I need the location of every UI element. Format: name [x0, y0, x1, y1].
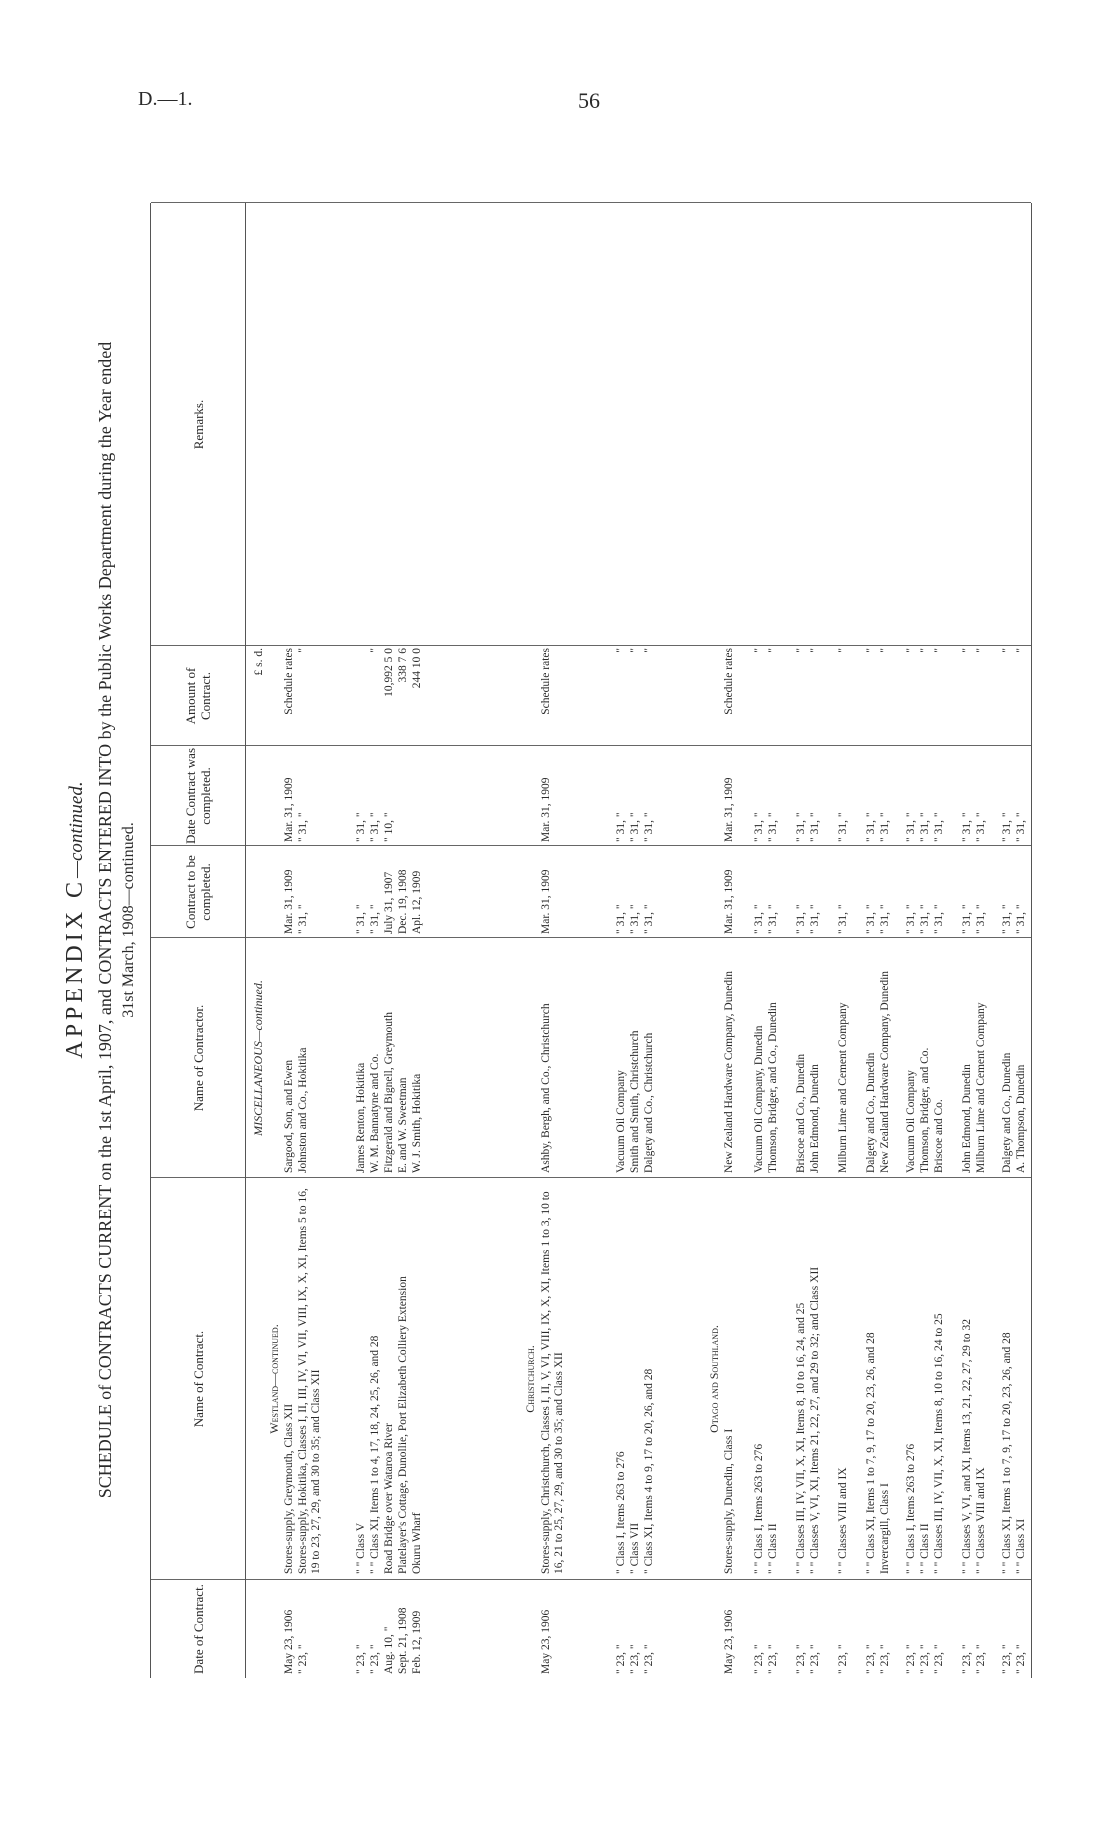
to-complete-cell: Apl. 12, 1909: [411, 870, 423, 934]
contractor-cell: Milburn Lime and Cement Company: [837, 1002, 849, 1173]
completed-cell: " 31, ": [919, 812, 931, 842]
date-cell: " 23, ": [933, 1644, 945, 1674]
to-complete-cell: " 31, ": [795, 904, 807, 934]
completed-cell: " 31, ": [1001, 812, 1013, 842]
amount-cell: ": [753, 648, 765, 653]
to-complete-cell: " 31, ": [919, 904, 931, 934]
contract-name-cell: Stores-supply, Christchurch, Classes I, II, V, VI, VIII, IX, X, XI, Items 1 to 3, 10 to 16, 21 to 25, 27, 29, and 30 to 35; and Class XII: [540, 1191, 565, 1574]
contracts-table: [150, 203, 1032, 1678]
completed-cell: " 31, ": [879, 812, 891, 842]
to-complete-cell: Mar. 31, 1909: [283, 869, 295, 934]
date-cell: May 23, 1906: [723, 1609, 735, 1674]
completed-cell: " 31, ": [355, 812, 367, 842]
date-cell: May 23, 1906: [540, 1609, 552, 1674]
column-header-amount: Amount of Contract.: [151, 646, 246, 746]
contractor-cell: Fitzgerald and Bignell, Greymouth: [383, 1012, 395, 1173]
contractor-cell: New Zealand Hardware Company, Dunedin: [879, 970, 891, 1173]
date-cell: " 23, ": [905, 1644, 917, 1674]
contractor-cell: John Edmond, Dunedin: [809, 1064, 821, 1173]
column-remarks: [151, 202, 1031, 646]
amount-cell: ": [643, 648, 655, 653]
to-complete-cell: " 31, ": [879, 904, 891, 934]
amount-cell: £ s. d.: [253, 648, 265, 676]
to-complete-cell: " 31, ": [1001, 904, 1013, 934]
completed-cell: " 31, ": [837, 812, 849, 842]
to-complete-cell: " 31, ": [643, 904, 655, 934]
completed-cell: " 31, ": [865, 812, 877, 842]
completed-cell: " 31, ": [615, 812, 627, 842]
column-header-remarks: Remarks.: [151, 203, 246, 646]
date-cell: " 23, ": [355, 1644, 367, 1674]
completed-cell: " 31, ": [975, 812, 987, 842]
contractor-cell: Milburn Lime and Cement Company: [975, 1002, 987, 1173]
completed-cell: Mar. 31, 1909: [723, 777, 735, 842]
contract-name-cell: " " Class XI, Items 1 to 7, 9, 17 to 20, 23, 26, and 28: [1001, 1332, 1013, 1574]
amount-cell: ": [865, 648, 877, 653]
date-cell: " 23, ": [369, 1644, 381, 1674]
completed-cell: " 31, ": [767, 812, 779, 842]
contractor-cell: Vacuum Oil Company: [905, 1070, 917, 1173]
amount-cell: ": [615, 648, 627, 653]
to-complete-cell: " 31, ": [961, 904, 973, 934]
completed-cell: " 31, ": [795, 812, 807, 842]
section-heading-label: Christchurch.: [523, 1345, 537, 1413]
contract-name-cell: " " Classes VIII and IX: [975, 1467, 987, 1574]
date-cell: " 23, ": [809, 1644, 821, 1674]
amount-cell: 10,992 5 0: [383, 648, 395, 697]
amount-cell: ": [767, 648, 779, 653]
contract-name-cell: Stores-supply, Hokitika, Classes I, II, III, IV, VI, VII, VIII, IX, X, XI, Items 5 to 16, 19 to 23, 27, 29, and 30 to 35; and Class XII: [297, 1188, 322, 1574]
contract-name-cell: " " Classes III, IV, VII, X, XI, Items 8, 10 to 16, 24 to 25: [933, 1313, 945, 1574]
to-complete-cell: " 31, ": [355, 904, 367, 934]
to-complete-cell: " 31, ": [629, 904, 641, 934]
date-cell: " 23, ": [975, 1644, 987, 1674]
contract-name-cell: Stores-supply, Greymouth, Class XII: [283, 1403, 295, 1574]
contractor-cell: Thomson, Bridger, and Co.: [919, 1047, 931, 1173]
completed-cell: " 31, ": [753, 812, 765, 842]
appendix-title-text: APPENDIX C: [62, 877, 88, 1059]
contractor-cell: Vacuum Oil Company: [615, 1070, 627, 1173]
amount-cell: ": [905, 648, 917, 653]
completed-cell: " 31, ": [643, 812, 655, 842]
amount-cell: ": [933, 648, 945, 653]
date-cell: " 23, ": [615, 1644, 627, 1674]
section-heading-label: Otago and Southland.: [707, 1325, 721, 1433]
schedule-subtitle-line2: 31st March, 1908—continued.: [120, 822, 137, 1018]
amount-cell: Schedule rates: [283, 648, 295, 715]
contractor-cell: Dalgety and Co., Christchurch: [643, 1032, 655, 1173]
schedule-subtitle: SCHEDULE of CONTRACTS CURRENT on the 1st April, 1907, and CONTRACTS ENTERED INTO by the Public Works Department during the Year ended: [95, 341, 115, 1499]
contractor-cell: A. Thompson, Dunedin: [1015, 1064, 1027, 1173]
contract-name-cell: Road Bridge over Wataroa River: [383, 1423, 395, 1574]
amount-cell: 338 7 6: [397, 648, 409, 683]
contractor-cell: Vacuum Oil Company, Dunedin: [753, 1025, 765, 1173]
date-cell: Aug. 10, ": [383, 1626, 395, 1674]
to-complete-cell: July 31, 1907: [383, 871, 395, 934]
contract-name-cell: " " Class XI, Items 1 to 4, 17, 18, 24, 25, 26, and 28: [369, 1335, 381, 1574]
contract-name-cell: " " Class II: [919, 1523, 931, 1574]
to-complete-cell: Mar. 31, 1909: [540, 869, 552, 934]
to-complete-cell: " 31, ": [809, 904, 821, 934]
contractor-cell: James Renton, Hokitika: [355, 1062, 367, 1173]
amount-cell: Schedule rates: [723, 648, 735, 715]
contract-name-cell: " " Classes VIII and IX: [837, 1467, 849, 1574]
contractor-cell: New Zealand Hardware Company, Dunedin: [723, 970, 735, 1173]
column-header-date: Date of Contract.: [151, 1580, 246, 1678]
contractor-cell: Dalgety and Co., Dunedin: [1001, 1052, 1013, 1173]
amount-cell: Schedule rates: [540, 648, 552, 715]
contractor-cell: W. J. Smith, Hokitika: [411, 1073, 423, 1173]
date-cell: Sept. 21, 1908: [397, 1607, 409, 1674]
contract-name-cell: " " Class XI, Items 1 to 7, 9, 17 to 20, 23, 26, and 28: [865, 1332, 877, 1574]
to-complete-cell: " 31, ": [975, 904, 987, 934]
page-number: 56: [578, 88, 600, 113]
date-cell: " 23, ": [837, 1644, 849, 1674]
to-complete-cell: " 31, ": [933, 904, 945, 934]
appendix-title: [62, 0, 89, 1840]
to-complete-cell: " 31, ": [905, 904, 917, 934]
to-complete-cell: Dec. 19, 1908: [397, 869, 409, 934]
amount-cell: ": [1015, 648, 1027, 653]
contractor-cell: Smith and Smith, Christchurch: [629, 1030, 641, 1173]
contract-name-cell: " " Class XI: [1015, 1518, 1027, 1574]
completed-cell: Mar. 31, 1909: [283, 777, 295, 842]
amount-cell: 244 10 0: [411, 648, 423, 689]
amount-cell: ": [629, 648, 641, 653]
date-cell: " 23, ": [643, 1644, 655, 1674]
contractor-cell: E. and W. Sweetman: [397, 1077, 409, 1173]
date-cell: Feb. 12, 1909: [411, 1610, 423, 1674]
contractor-cell: Briscoe and Co., Dunedin: [795, 1053, 807, 1173]
contractor-cell: Dalgety and Co., Dunedin: [865, 1052, 877, 1173]
contractor-cell: Ashby, Bergh, and Co., Christchurch: [540, 1003, 552, 1173]
amount-cell: ": [809, 648, 821, 653]
amount-cell: ": [837, 648, 849, 653]
contract-name-cell: " " Classes V, VI, and XI, Items 13, 21, 22, 27, 29 to 32: [961, 1318, 973, 1574]
contract-name-cell: Platelayer's Cottage, Dunollie, Port Elizabeth Colliery Extension: [397, 1276, 409, 1574]
contractor-cell: Briscoe and Co.: [933, 1099, 945, 1173]
contract-name-cell: " " Classes III, IV, VII, X, XI, Items 8, 10 to 16, 24, and 25: [795, 1302, 807, 1574]
contractor-cell: Thomson, Bridger, and Co., Dunedin: [767, 1002, 779, 1173]
column-header-completed: Date Contract was completed.: [151, 746, 246, 846]
to-complete-cell: " 31, ": [369, 904, 381, 934]
contract-name-cell: " " Class II: [767, 1523, 779, 1574]
date-cell: " 23, ": [961, 1644, 973, 1674]
contractor-cell: Sargood, Son, and Ewen: [283, 1059, 295, 1173]
completed-cell: Mar. 31, 1909: [540, 777, 552, 842]
contract-name-cell: " Class XI, Items 4 to 9, 17 to 20, 26, and 28: [643, 1368, 655, 1574]
contract-name-cell: " " Class I, Items 263 to 276: [753, 1443, 765, 1574]
contract-name-cell: Invercargill, Class I: [879, 1483, 891, 1574]
to-complete-cell: " 31, ": [615, 904, 627, 934]
contract-name-cell: " Class I, Items 263 to 276: [615, 1451, 627, 1574]
date-cell: " 23, ": [1015, 1644, 1027, 1674]
amount-cell: ": [975, 648, 987, 653]
completed-cell: " 10, ": [383, 812, 395, 842]
amount-cell: ": [879, 648, 891, 653]
to-complete-cell: " 31, ": [753, 904, 765, 934]
contract-name-cell: " " Class I, Items 263 to 276: [905, 1443, 917, 1574]
column-header-contract-name: Name of Contract.: [151, 1178, 246, 1580]
to-complete-cell: Mar. 31, 1909: [723, 869, 735, 934]
amount-cell: ": [919, 648, 931, 653]
completed-cell: " 31, ": [961, 812, 973, 842]
contract-name-cell: Stores-supply, Dunedin, Class I: [723, 1428, 735, 1574]
contract-name-cell: " " Classes V, VI, XI, Items 21, 22, 27, and 29 to 32; and Class XII: [809, 1266, 821, 1574]
date-cell: " 23, ": [297, 1644, 309, 1674]
date-cell: " 23, ": [795, 1644, 807, 1674]
date-cell: " 23, ": [919, 1644, 931, 1674]
date-cell: " 23, ": [879, 1644, 891, 1674]
contract-name-cell: " Class VII: [629, 1522, 641, 1574]
appendix-title-suffix: —continued.: [66, 781, 87, 878]
amount-cell: ": [795, 648, 807, 653]
amount-cell: ": [369, 648, 381, 653]
contract-name-cell: Okuru Wharf: [411, 1512, 423, 1574]
completed-cell: " 31, ": [809, 812, 821, 842]
completed-cell: " 31, ": [905, 812, 917, 842]
completed-cell: " 31, ": [1015, 812, 1027, 842]
to-complete-cell: " 31, ": [297, 904, 309, 934]
section-heading-label: Westland—continued.: [267, 1324, 281, 1434]
contractor-cell: Johnston and Co., Hokitika: [297, 1047, 309, 1173]
date-cell: " 23, ": [865, 1644, 877, 1674]
to-complete-cell: " 31, ": [837, 904, 849, 934]
date-cell: " 23, ": [1001, 1644, 1013, 1674]
completed-cell: " 31, ": [629, 812, 641, 842]
completed-cell: " 31, ": [369, 812, 381, 842]
page-reference: D.—1.: [138, 88, 193, 110]
date-cell: " 23, ": [767, 1644, 779, 1674]
to-complete-cell: " 31, ": [1015, 904, 1027, 934]
to-complete-cell: " 31, ": [865, 904, 877, 934]
contractor-cell: W. M. Bannatyne and Co.: [369, 1053, 381, 1173]
date-cell: " 23, ": [629, 1644, 641, 1674]
column-header-to-complete: Contract to be completed.: [151, 846, 246, 938]
amount-cell: ": [961, 648, 973, 653]
column-header-contractor: Name of Contractor.: [151, 938, 246, 1178]
contract-name-cell: " " Class V: [355, 1522, 367, 1574]
to-complete-cell: " 31, ": [767, 904, 779, 934]
amount-cell: ": [1001, 648, 1013, 653]
contractor-cell: John Edmond, Dunedin: [961, 1064, 973, 1173]
amount-cell: ": [297, 648, 309, 653]
section-heading-label: MISCELLANEOUS—continued.: [251, 980, 265, 1136]
date-cell: May 23, 1906: [283, 1609, 295, 1674]
date-cell: " 23, ": [753, 1644, 765, 1674]
completed-cell: " 31, ": [297, 812, 309, 842]
completed-cell: " 31, ": [933, 812, 945, 842]
